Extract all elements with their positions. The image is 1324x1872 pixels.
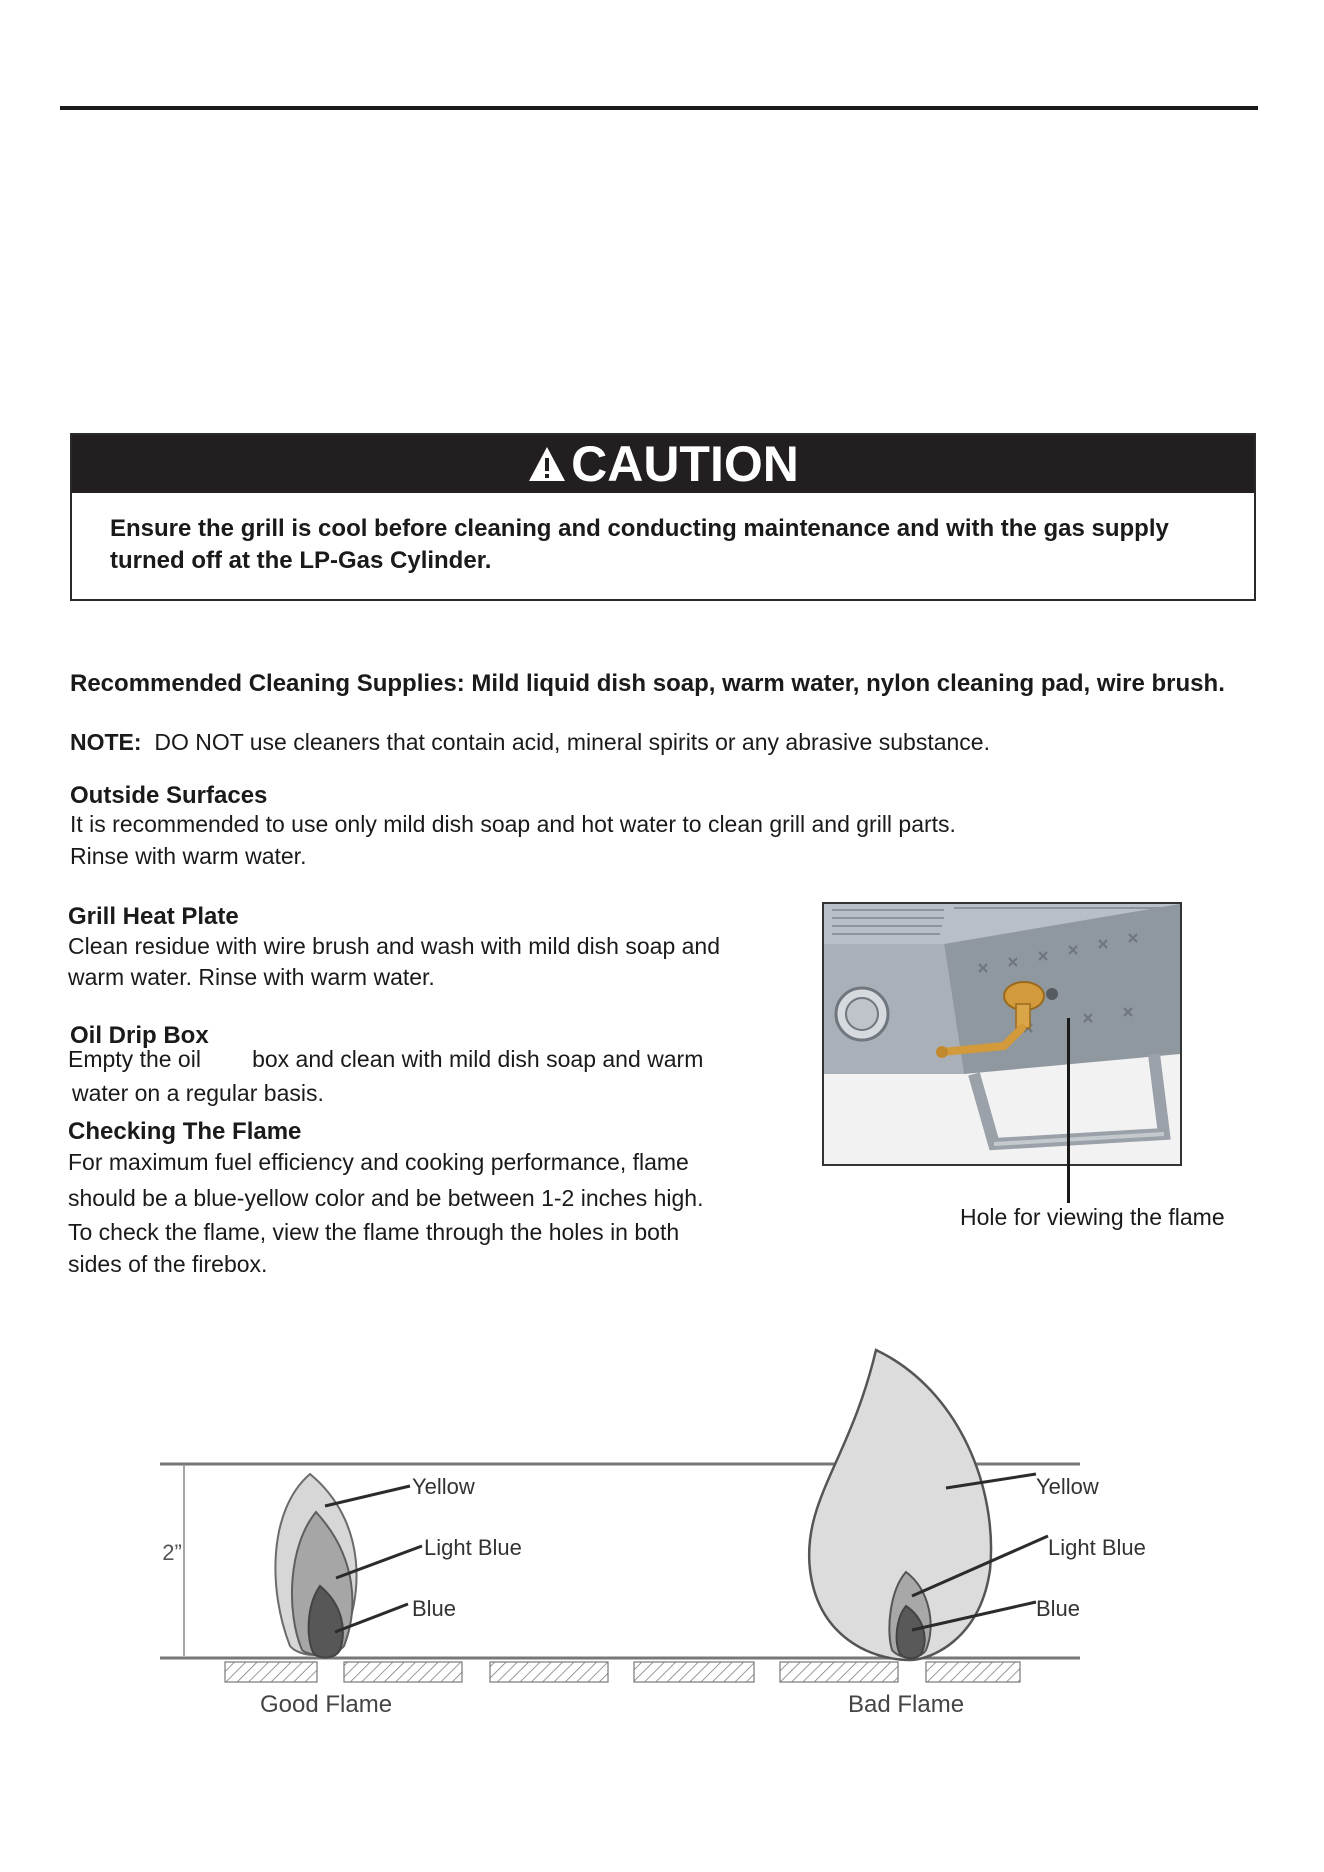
caution-text [110,513,1230,577]
caution-line-1: Ensure the grill is cool before cleaning and conducting maintenance and with the gas supply [110,515,1169,542]
drip-box-heading: Oil Drip Box [70,1022,209,1049]
outside-heading: Outside Surfaces [70,782,268,809]
heat-plate-line-2: warm water. Rinse with warm water. [68,964,435,990]
bad-yellow-label: Yellow [1036,1474,1099,1499]
note-text: DO NOT use cleaners that contain acid, mineral spirits or any abrasive substance. [154,729,990,755]
outside-line-2: Rinse with warm water. [70,843,307,869]
caution-box [70,433,1256,601]
warning-triangle-icon [527,444,567,484]
good-light-blue-label: Light Blue [424,1535,522,1560]
outside-line-1: It is recommended to use only mild dish soap and hot water to clean grill and grill parts. [70,811,956,837]
flame-diagram [150,1350,1146,1730]
heat-plate-line-1: Clean residue with wire brush and wash with mild dish soap and [68,933,721,959]
caution-line-2: turned off at the LP-Gas Cylinder. [110,547,492,574]
good-flame-caption: Good Flame [260,1691,393,1718]
bad-blue-label: Blue [1036,1596,1081,1621]
grill-photo [822,902,1182,1166]
note [70,729,990,756]
hole-pointer-line [1067,1018,1070,1203]
flame-check-line-1: For maximum fuel efficiency and cooking performance, flame [68,1149,689,1175]
top-rule [60,106,1258,110]
good-yellow-label: Yellow [412,1474,475,1499]
bad-flame-caption: Bad Flame [848,1691,965,1718]
burner-ports [225,1662,1020,1682]
heat-plate-heading: Grill Heat Plate [68,903,239,930]
flame-check-line-3: To check the flame, view the flame through the holes in both [68,1219,680,1245]
flame-check-line-2: should be a blue-yellow color and be between 1-2 inches high. [68,1185,704,1211]
caution-title: CAUTION [571,436,799,492]
note-label: NOTE: [70,729,142,755]
caution-header [72,435,1254,493]
grill-illustration [824,904,1180,1164]
bad-light-blue-label: Light Blue [1048,1535,1146,1560]
height-label: 2” [162,1540,182,1565]
flame-check-line-4: sides of the firebox. [68,1251,268,1277]
hole-caption: Hole for viewing the flame [960,1204,1225,1230]
flame-check-heading: Checking The Flame [68,1118,302,1145]
drip-box-line-1: Empty the oil box and clean with mild dish soap and warm [68,1046,704,1072]
drip-box-line-2: water on a regular basis. [72,1080,324,1106]
good-blue-label: Blue [412,1596,457,1621]
cleaning-supplies: Recommended Cleaning Supplies: Mild liquid dish soap, warm water, nylon cleaning pad, wire brush. [70,670,1225,697]
